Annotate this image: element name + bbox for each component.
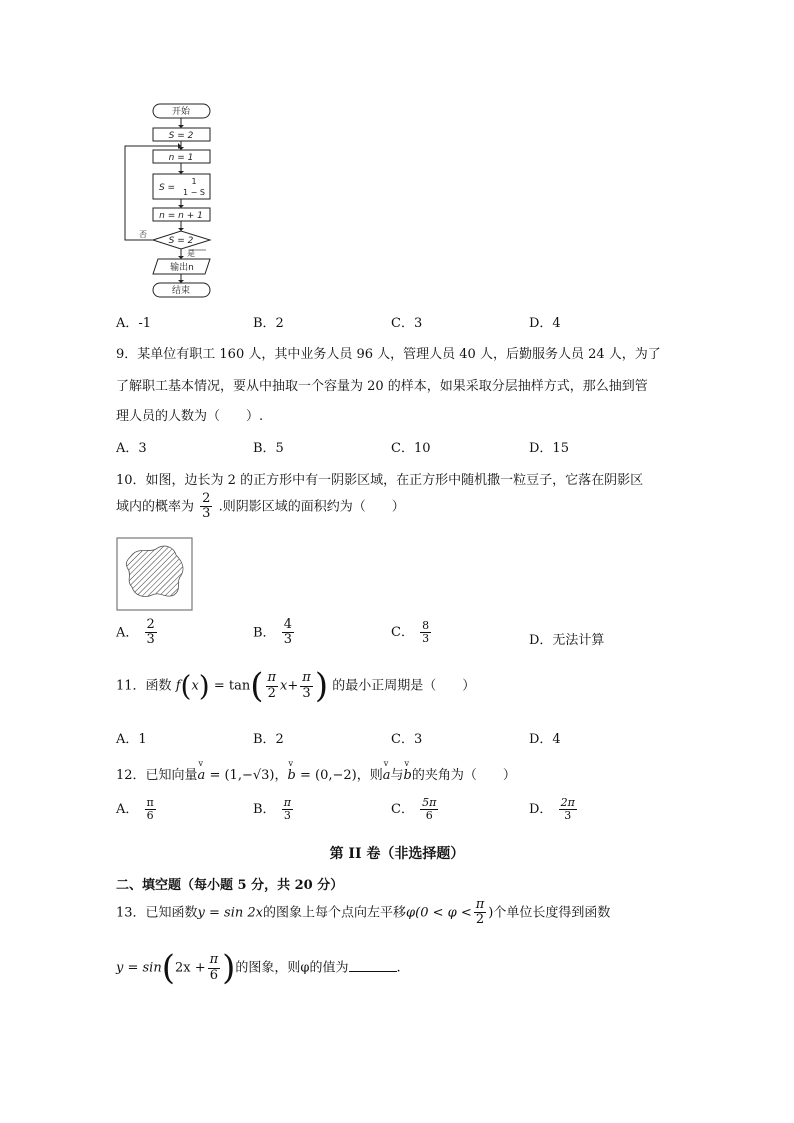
q12-comma: ， [274,768,288,783]
q9-line-1: 9．某单位有职工 160 人，其中业务人员 96 人，管理人员 40 人，后勤服务人员 24 人，为了 [116,347,661,362]
q12-option-a-fraction [145,797,156,822]
flow-assign-s-den: 1 − S [183,188,205,197]
q10-option-b [253,618,296,648]
q10-line-1: 10．如图，边长为 2 的正方形中有一阴影区域，在正方形中随机撒一粒豆子，它落在阴影区 [116,473,644,488]
q12-option-a [116,797,158,822]
flow-condition-text: S = 2 [168,236,194,246]
q10-option-b-num: 4 [283,617,292,632]
q13-func-1: y = sin 2x [197,905,263,921]
flow-init-text: S = 2 [168,131,194,141]
q11-stem: 11．函数 f(x) = tan( $\frac{\pi}{2}$ x+ $\frac{\pi}{3}$ ) 的最小正周期是（ ） [116,666,476,706]
q12-option-d-den: 3 [564,809,572,823]
q10-shaded-region [126,546,183,596]
q12-a-value: = (1,−√3) [209,768,275,783]
q12-and: 与 [390,768,404,783]
flow-end-text: 结束 [171,286,191,296]
q13-y2-pre: y = sin [116,960,162,976]
flow-no-label: 否 [139,230,147,239]
q12-option-d-label: D． [529,802,553,818]
q10-option-c-den: 3 [422,632,430,646]
q11-option-b: B．2 [253,732,284,747]
flow-start-text: 开始 [171,107,191,117]
q10-probability-fraction [200,492,212,522]
q13-close: ) [488,905,494,921]
q12-vector-b-ref: v b [404,768,412,783]
q12-option-a-den: 6 [146,809,154,823]
q9-line-2: 了解职工基本情况，要从中抽取一个容量为 20 的样本，如果采取分层抽样方式，那么抽到管 [116,379,648,394]
q12-vector-b: v b [288,768,296,783]
flow-assign-s-num: 1 [191,177,197,186]
q11-plus: + [287,678,299,694]
q9-option-c: C．10 [391,441,431,456]
q12-option-d-fraction [559,797,577,822]
section-2-title: 第 II 卷（非选择题） [329,846,465,862]
q10-option-c-num: 8 [422,619,430,632]
q11-option-c: C．3 [391,732,423,747]
q8-option-b: B．2 [253,316,284,331]
q12-vector-a: v a [198,768,206,783]
q12-then: ，则 [356,768,383,783]
q13-answer-blank[interactable] [349,959,397,972]
q12-option-d-num: 2π [560,796,575,809]
q12-option-b [253,797,295,822]
q11-post: 的最小正周期是（ ） [332,678,476,694]
q12-option-d [529,797,579,822]
q11-pre: 11．函数 [116,678,172,694]
q13-line-2: y = sin(2x + $\frac{\pi}{6}$ )的图象，则φ的值为 . [116,948,401,988]
q10-option-b-den: 3 [283,632,292,648]
q12-pre: 12．已知向量 [116,768,198,783]
q12-post: 的夹角为（ ） [411,768,516,783]
q11-frac-2-den: 3 [302,685,311,701]
q12-option-b-fraction [282,797,293,822]
q13-frac-2-num: π [209,952,219,968]
q11-option-a: A．1 [116,732,147,747]
q13-y2-post: 的图象，则φ的值为 [235,960,349,976]
q10-option-b-label: B． [253,625,276,641]
q12-option-c [391,797,440,822]
q11-frac-1-num: π [267,670,277,686]
q12-option-c-fraction [420,797,438,822]
q13-post: 个单位长度得到函数 [493,905,611,921]
q13-phi-cond: φ(0 < φ < [406,905,472,921]
q12-option-c-num: 5π [422,796,437,809]
q11-frac-1 [266,671,279,701]
q8-option-a: A．-1 [116,316,152,331]
q10-option-a-num: 2 [146,617,155,632]
q10-option-c-fraction [420,620,431,645]
q13-mid: 的图象上每个点向左平移 [263,905,407,921]
q11-frac-2-num: π [302,670,311,686]
flow-incr-n-text: n = n + 1 [159,211,203,221]
q11-frac-1-den: 2 [267,685,276,701]
q12-vector-a-ref: v a [383,768,391,783]
q13-frac-num: π [475,897,485,912]
flow-set-n-text: n = 1 [168,153,194,163]
section-2-heading: 二、填空题（每小题 5 分，共 20 分） [116,878,344,893]
q13-pre: 13．已知函数 [116,905,198,921]
q12-option-c-den: 6 [425,809,433,823]
q8-option-d: D．4 [529,316,561,331]
flowchart [110,96,230,306]
q12-option-b-den: 3 [283,809,291,823]
q13-frac-2-den: 6 [209,967,219,983]
q12-b-value: = (0,−2) [299,768,357,783]
q10-option-a-den: 3 [146,632,155,648]
q8-option-c: C．3 [391,316,423,331]
flow-yes-label: 是 [187,249,195,258]
q10-option-c [391,620,433,645]
q9-line-3: 理人员的人数为（ ）. [116,409,264,424]
q10-option-a-fraction [145,618,157,648]
q10-line-2-pre: 域内的概率为 [116,499,195,515]
q11-func-arg: x [191,678,199,694]
q13-end: . [396,960,401,976]
q11-frac-2 [300,671,313,701]
q11-x: x [280,678,288,694]
q9-option-a: A．3 [116,441,147,456]
q13-frac-den: 2 [475,912,485,928]
q12-option-a-label: A． [116,802,139,818]
q10-square-figure [116,537,194,611]
q12-option-b-label: B． [253,802,276,818]
q10-option-b-fraction [282,618,294,648]
q13-frac-pi-6 [208,953,221,983]
q13-line-1 [116,898,610,928]
q10-option-a-label: A． [116,625,139,641]
q10-option-c-label: C． [391,625,414,641]
q10-line-2 [116,492,405,522]
q13-y2-inner: 2x + [174,960,206,976]
q10-prob-den: 3 [202,506,211,522]
q11-option-d: D．4 [529,732,561,747]
q11-eq: = tan [213,678,251,694]
q12-option-b-num: π [283,796,291,809]
q12-option-a-num: π [146,796,154,809]
q12-option-c-label: C． [391,802,414,818]
q10-line-2-post: .则阴影区域的面积约为（ ） [218,499,405,515]
q9-option-b: B．5 [253,441,284,456]
q10-option-a [116,618,159,648]
q10-option-d: D．无法计算 [529,633,605,648]
q13-frac-pi-2 [474,898,487,928]
q9-option-d: D．15 [529,441,569,456]
q10-prob-num: 2 [202,491,211,506]
flow-assign-s-left: S = [158,183,176,193]
q11-func-name: f [175,678,181,694]
q12-stem [116,764,516,783]
flow-output-text: 输出n [170,263,194,273]
